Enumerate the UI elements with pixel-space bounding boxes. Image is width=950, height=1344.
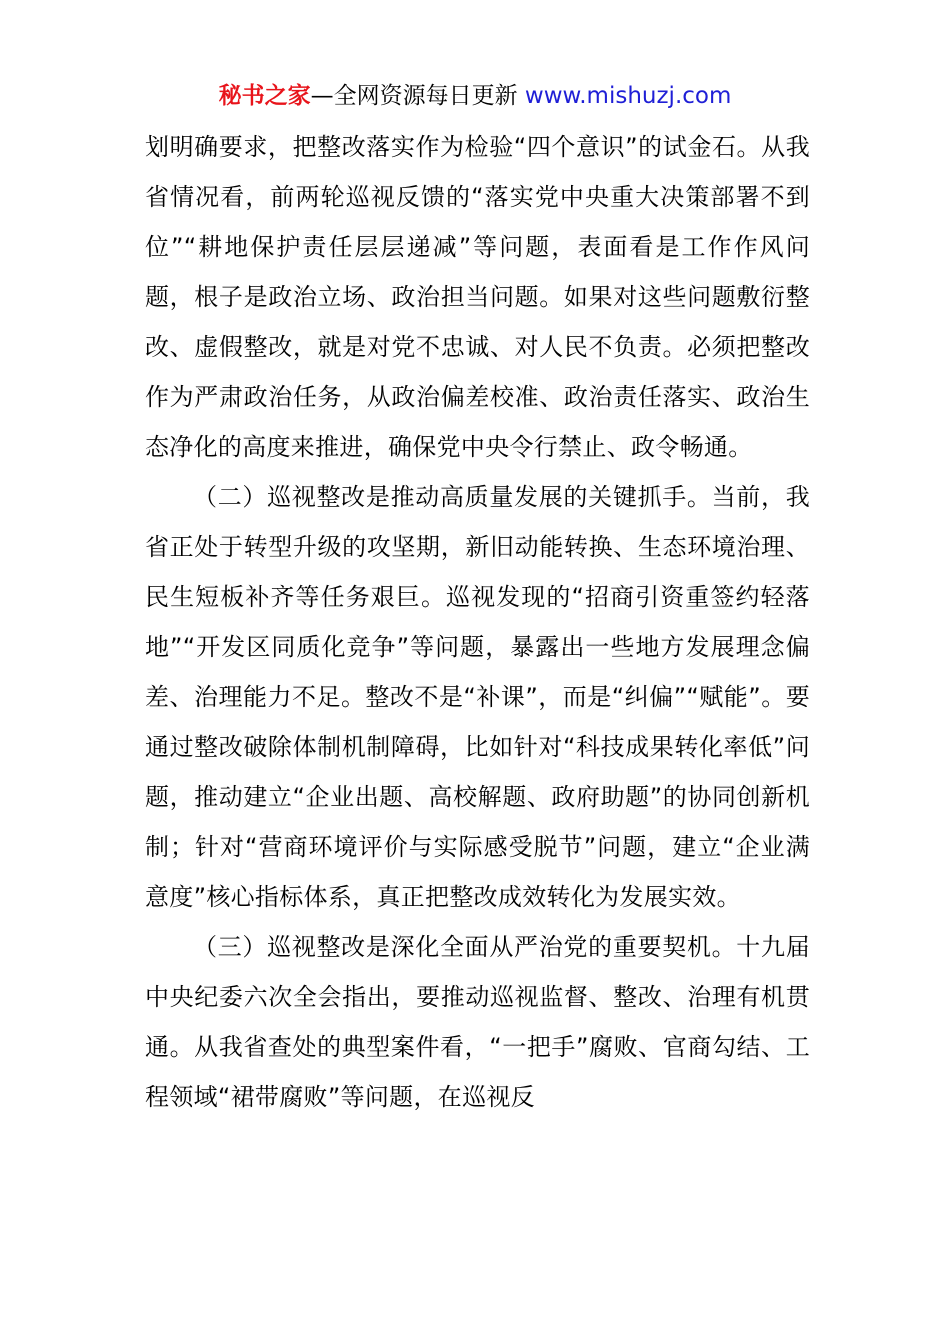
paragraph-section-2: （二）巡视整改是推动高质量发展的关键抓手。当前，我省正处于转型升级的攻坚期，新旧动能转换、生态环境治理、民生短板补齐等任务艰巨。巡视发现的“招商引资重签约轻落地”“开发区同质化竞争”等问题，暴露出一些地方发展理念偏差、治理能力不足。整改不是“补课”，而是“纠偏”“赋能”。要通过整改破除体制机制障碍，比如针对“科技成果转化率低”问题，推动建立“企业出题、高校解题、政府助题”的协同创新机制；针对“营商环境评价与实际感受脱节”问题，建立“企业满意度”核心指标体系，真正把整改成效转化为发展实效。 [145, 483, 810, 911]
document-body [145, 122, 810, 1122]
page-header [0, 80, 950, 112]
paragraph-continuation: 划明确要求，把整改落实作为检验“四个意识”的试金石。从我省情况看，前两轮巡视反馈的“落实党中央重大决策部署不到位”“耕地保护责任层层递减”等问题，表面看是工作作风问题，根子是政治立场、政治担当问题。如果对这些问题敷衍整改、虚假整改，就是对党不忠诚、对人民不负责。必须把整改作为严肃政治任务，从政治偏差校准、政治责任落实、政治生态净化的高度来推进，确保党中央令行禁止、政令畅通。 [145, 133, 810, 461]
site-url-link[interactable]: www.mishuzj.com [524, 83, 732, 109]
site-brand: 秘书之家 [218, 83, 311, 109]
paragraph-section-3: （三）巡视整改是深化全面从严治党的重要契机。十九届中央纪委六次全会指出，要推动巡视监督、整改、治理有机贯通。从我省查处的典型案件看，“一把手”腐败、官商勾结、工程领域“裙带腐败”等问题，在巡视反 [145, 933, 810, 1111]
site-tagline: —全网资源每日更新 [310, 83, 518, 109]
